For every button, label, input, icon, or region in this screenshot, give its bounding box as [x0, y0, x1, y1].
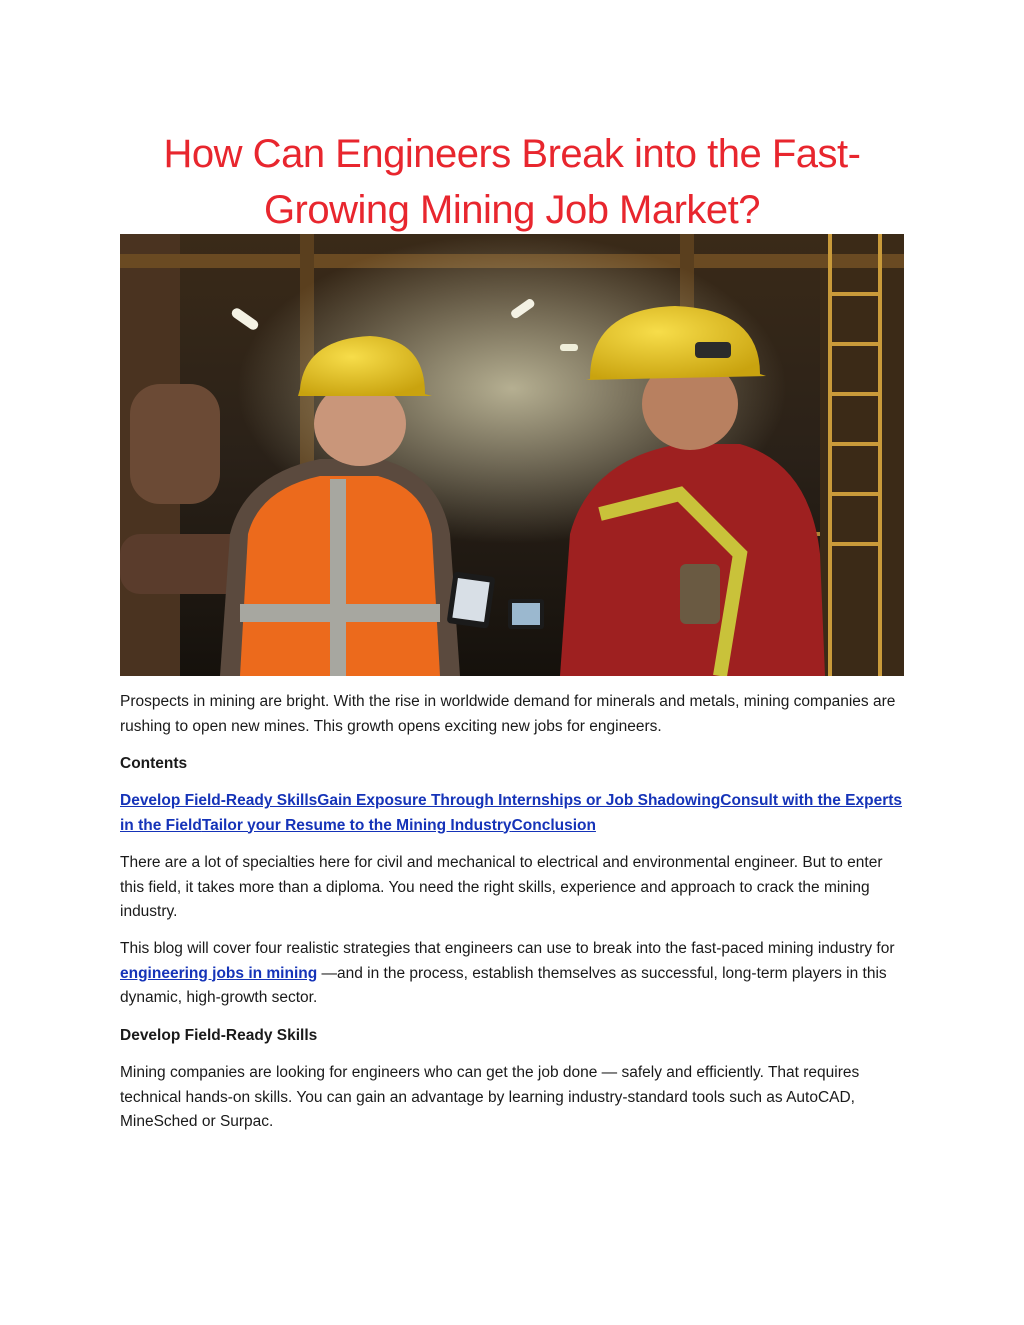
- strategies-text-before: This blog will cover four realistic strategies that engineers can use to break into the fast-paced mining industry for: [120, 940, 895, 957]
- toc-link-internships[interactable]: Gain Exposure Through Internships or Job Shadowing: [317, 792, 721, 809]
- toc-link-field-ready-skills[interactable]: Develop Field-Ready Skills: [120, 792, 318, 809]
- intro-paragraph: Prospects in mining are bright. With the rise in worldwide demand for minerals and metals, mining companies are rushing to open new mines. This growth opens exciting new jobs for engineers.: [120, 693, 896, 735]
- contents-heading: Contents: [120, 755, 188, 772]
- section-heading-field-ready-skills: Develop Field-Ready Skills: [120, 1027, 318, 1044]
- toc-link-conclusion[interactable]: Conclusion: [511, 816, 596, 834]
- toc-link-tailor-resume[interactable]: Tailor your Resume to the Mining Industry: [201, 816, 512, 834]
- strategies-paragraph: [120, 937, 904, 1011]
- hero-image: [120, 234, 904, 676]
- specialties-paragraph: There are a lot of specialties here for civil and mechanical to electrical and environmental engineer. But to enter this field, it takes more than a diploma. You need the right skills, experience and approach to crack the mining industry.: [120, 854, 883, 920]
- field-ready-skills-paragraph: Mining companies are looking for engineers who can get the job done — safely and efficiently. That requires technical hands-on skills. You can gain an advantage by learning industry-standard tools such as AutoCAD, MineSched or Surpac.: [120, 1064, 860, 1130]
- toc-link-consult-experts[interactable]: Consult with the Experts in the Field: [120, 792, 903, 834]
- strategies-text-after: —and in the process, establish themselves as successful, long-term players in this dynamic, high-growth sector.: [120, 964, 887, 1006]
- engineering-jobs-link[interactable]: engineering jobs in mining: [120, 964, 318, 982]
- hero-photo-illustration: [120, 234, 904, 676]
- table-of-contents: [120, 789, 904, 838]
- page-title: How Can Engineers Break into the Fast-Growing Mining Job Market?: [163, 132, 861, 232]
